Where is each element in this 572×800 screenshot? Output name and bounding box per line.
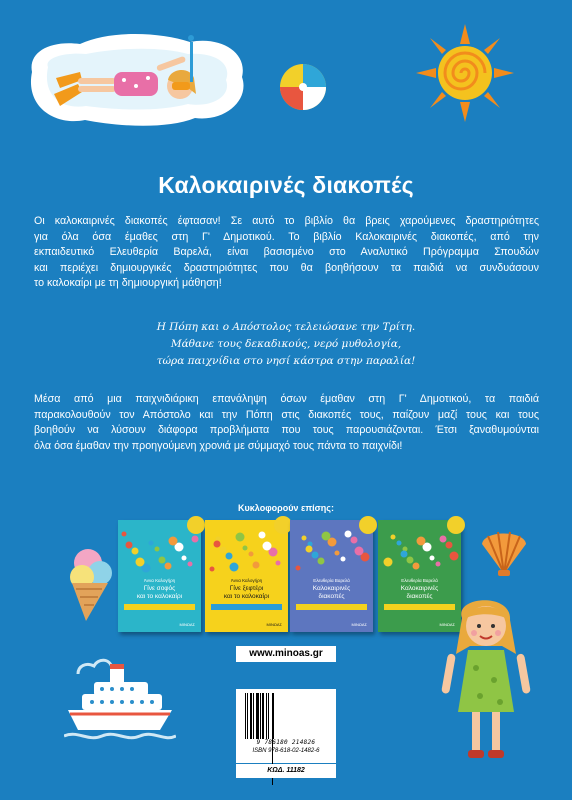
barcode (236, 689, 336, 763)
seashell-illustration (478, 522, 530, 578)
body-paragraph (34, 392, 539, 454)
intro-line: το καλοκαίρι με τη δημιουργική μάθηση! (34, 277, 222, 289)
book-title (118, 585, 201, 600)
body-line: βοηθούν να λύσουν διάφορα προβλήματα που τους παρουσιάζονται. Έτσι ξαναθυμούνται (34, 424, 539, 436)
intro-line: εκπαιδευτικό Ελευθερία Βαρελά, είναι βασισμένο στο Αναλυτικό Πρόγραμμα Σπουδών (34, 246, 539, 258)
book-title-line: Γίνε σοφός (143, 585, 176, 592)
book-author: Άννα Καλογήρη (230, 578, 263, 583)
book-title-line: και το καλοκαίρι (223, 592, 270, 600)
barcode-number: 9 786180 214826 (256, 739, 316, 746)
book-title (290, 585, 373, 600)
ice-cream-illustration (60, 543, 120, 623)
book-illustration (118, 528, 201, 574)
product-code: ΚΩΔ. 11182 (236, 764, 336, 778)
book-title-line: και το καλοκαίρι (136, 592, 183, 600)
body-line: Μέσα από μια παιχνιδιάρικη επανάληψη όσων έμαθαν στη Γ' Δημοτικού, τα παιδιά (34, 393, 539, 405)
body-line: παρακολουθούν τον Απόστολο και την Πόπη στις διακοπές τους, παίζουν μαζί τους και τους (34, 408, 539, 421)
book-author: Άννα Καλογήρη (143, 578, 176, 583)
intro-line: Οι καλοκαιρινές διακοπές έφτασαν! Σε αυτό το βιβλίο θα βρεις χαρούμενες δραστηριότητες (34, 215, 539, 227)
book-badge (359, 516, 377, 534)
cruise-ship-illustration (64, 654, 176, 750)
girl-character-illustration (440, 588, 532, 770)
publisher-website: www.minoas.gr (236, 646, 336, 662)
intro-line: για όλα όσα έμαθες στη Γ' Δημοτικού. Το βιβλίο Καλοκαιρινές διακοπές, από την (34, 230, 539, 243)
intro-paragraph (34, 214, 539, 292)
book-badge (187, 516, 205, 534)
book-publisher: ΜΙΝΩΑΣ (439, 622, 455, 627)
book-illustration (290, 528, 373, 574)
isbn-text: ISBN 978-618-02-1482-6 (252, 748, 320, 754)
book-illustration (205, 528, 288, 574)
book-cover (290, 520, 373, 632)
intro-line: και περιέχει δημιουργικές δραστηριότητες που θα βοηθήσουν τα παιδιά να συνδυάσουν (34, 261, 539, 274)
also-available-label: Κυκλοφορούν επίσης: (238, 503, 334, 513)
poem-line: τώρα παιχνίδια στο νησί κάστρα στην παραλία! (156, 355, 416, 367)
book-subtitle-band (211, 604, 282, 610)
poem (0, 319, 572, 370)
poem-line: Μάθανε τους δεκαδικούς, νερό μυθολογία, (170, 338, 402, 350)
book-publisher: ΜΙΝΩΑΣ (266, 622, 282, 627)
poem-line: Η Πόπη και ο Απόστολος τελειώσανε την Τρίτη. (156, 321, 416, 333)
book-cover (118, 520, 201, 632)
book-badge (447, 516, 465, 534)
book-author: Ελευθερία Βαρελά (313, 578, 350, 583)
book-title-line: Γίνε ξεφτέρι (229, 585, 264, 592)
book-title-line: διακοπές (406, 592, 433, 600)
page-title: Καλοκαιρινές διακοπές (158, 172, 414, 198)
book-subtitle-band (124, 604, 195, 610)
body-line: όλα όσα έμαθαν την προηγούμενη χρονιά με σύμμαχό τους πάντα το παιχνίδι! (34, 439, 403, 452)
book-subtitle-band (296, 604, 367, 610)
barcode-bars (245, 693, 331, 739)
book-publisher: ΜΙΝΩΑΣ (351, 622, 367, 627)
book-title-line: Καλοκαιρινές (312, 585, 351, 592)
snorkeling-girl-illustration (20, 22, 252, 132)
book-title (205, 585, 288, 600)
book-title-line: Καλοκαιρινές (400, 585, 439, 592)
book-author: Ελευθερία Βαρελά (401, 578, 438, 583)
book-title-line: διακοπές (318, 592, 345, 600)
sun-illustration (416, 24, 514, 122)
book-publisher: ΜΙΝΩΑΣ (179, 622, 195, 627)
book-cover (205, 520, 288, 632)
book-illustration (378, 528, 461, 574)
beach-ball-illustration (278, 62, 328, 112)
